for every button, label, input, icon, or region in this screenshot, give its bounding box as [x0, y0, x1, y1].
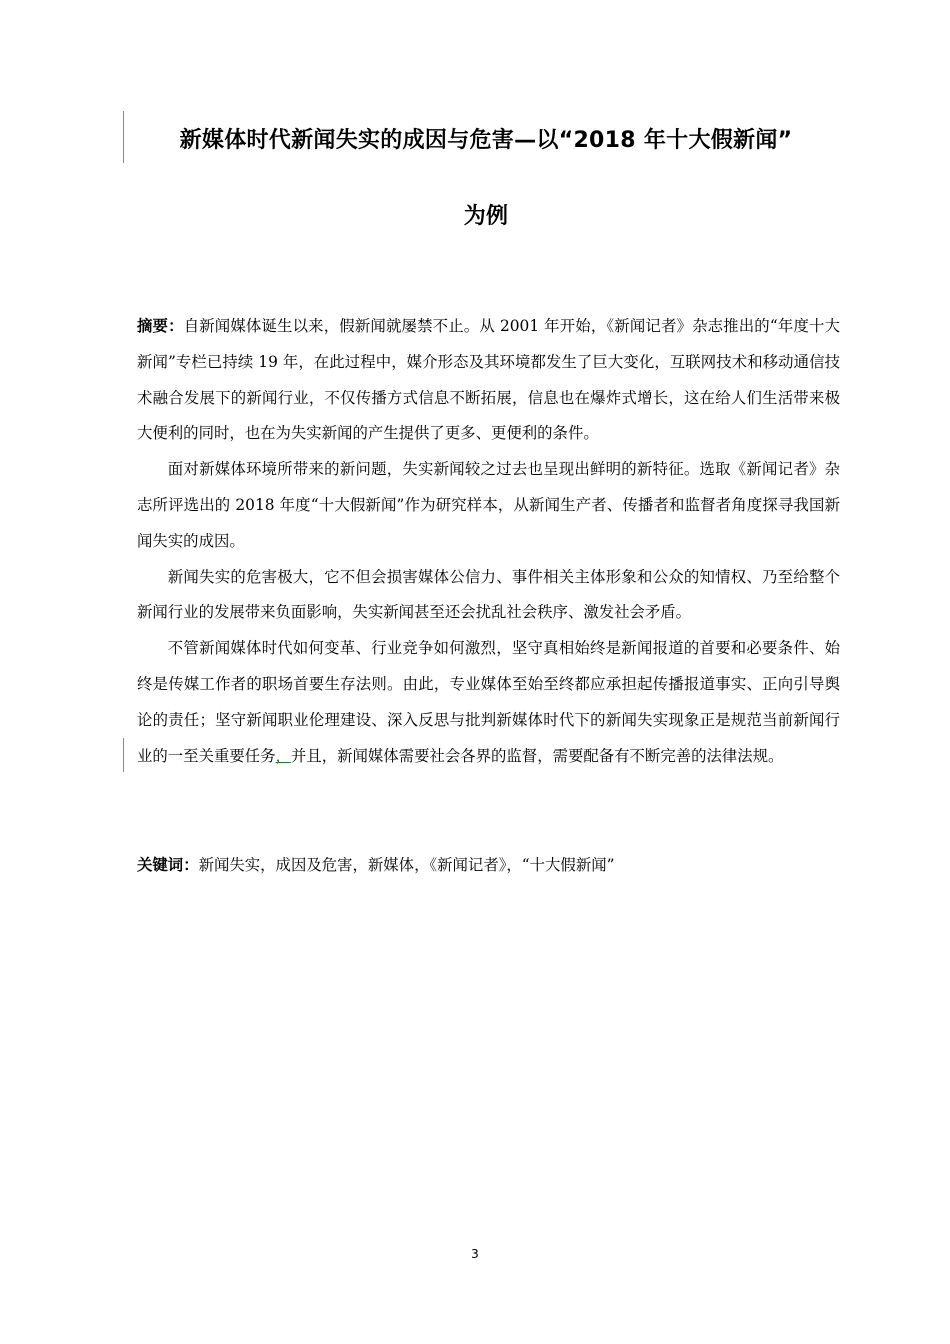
page-number: 3	[471, 1247, 479, 1261]
keywords-label-colon: ：	[183, 856, 199, 874]
keywords-text: 新闻失实，成因及危害，新媒体，《新闻记者》，“十大假新闻”	[198, 856, 615, 874]
abstract-paragraph-2: 面对新媒体环境所带来的新问题，失实新闻较之过去也呈现出鲜明的新特征。选取《新闻记者》杂志所评选出的 2018 年度“十大假新闻”作为研究样本，从新闻生产者、传播者和监督者角度探寻我国新闻失实的成因。	[137, 460, 840, 550]
revision-bar-body	[123, 738, 124, 772]
abstract-section	[137, 309, 840, 774]
document-title-line-2: 为例	[463, 204, 509, 229]
tracked-change-mark: ，	[275, 746, 291, 765]
abstract-label-colon: ：	[168, 317, 184, 335]
keywords-section	[137, 851, 840, 879]
abstract-label: 摘要	[137, 317, 169, 335]
abstract-paragraph-4-text-b: 并且，新闻媒体需要社会各界的监督，需要配备有不断完善的法律法规。	[290, 746, 784, 765]
abstract-paragraph-4	[137, 631, 840, 774]
abstract-paragraph-3: 新闻失实的危害极大，它不但会损害媒体公信力、事件相关主体形象和公众的知情权、乃至给整个新闻行业的发展带来负面影响，失实新闻甚至还会扰乱社会秩序、激发社会矛盾。	[137, 567, 840, 622]
revision-bar-title	[123, 111, 124, 163]
abstract-paragraph-1-text: 自新闻媒体诞生以来，假新闻就屡禁不止。从 2001 年开始，《新闻记者》杂志推出的“年度十大新闻”专栏已持续 19 年，在此过程中，媒介形态及其环境都发生了巨大变化，互联网技术和移动通信技术融合发展下的新闻行业，不仅传播方式信息不断拓展，信息也在爆炸式增长，这在给人们生活带来极大便利的同时，也在为失实新闻的产生提供了更多、更便利的条件。	[137, 317, 840, 443]
abstract-paragraph-1	[137, 309, 840, 452]
abstract-paragraph-4-text-a: 不管新闻媒体时代如何变革、行业竞争如何激烈，坚守真相始终是新闻报道的首要和必要条件、始终是传媒工作者的职场首要生存法则。由此，专业媒体至始至终都应承担起传播报道事实、正向引导舆论的责任；坚守新闻职业伦理建设、深入反思与批判新媒体时代下的新闻失实现象正是规范当前新闻行业的一至关重要任务	[137, 639, 840, 765]
keywords-label: 关键词	[137, 856, 184, 874]
document-title-line-1: 新媒体时代新闻失实的成因与危害—以“2018 年十大假新闻”	[179, 128, 793, 153]
